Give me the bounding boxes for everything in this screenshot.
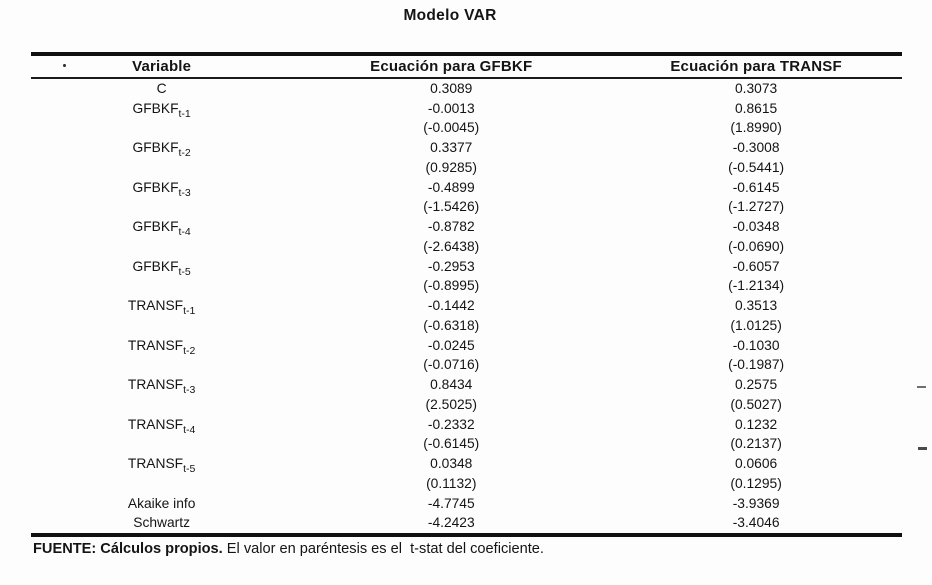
table-row (31, 435, 902, 455)
gfbkf-value-cell: (0.1132) (426, 475, 477, 491)
lag-subscript: t-2 (178, 146, 191, 159)
transf-value-cell: (-0.1987) (728, 357, 785, 373)
table-row (31, 158, 902, 178)
gfbkf-value-cell: -0.4899 (427, 179, 475, 195)
gfbkf-value-cell: -0.2332 (427, 416, 475, 432)
table-row (31, 277, 902, 297)
table-row (31, 356, 902, 376)
gfbkf-value-cell: (-2.6438) (423, 238, 480, 254)
lag-subscript: t-1 (183, 304, 196, 317)
variable-cell (31, 158, 292, 178)
scan-artifact-dot (63, 64, 66, 67)
gfbkf-value-cell: (-0.8995) (423, 278, 480, 294)
gfbkf-value-cell: -0.0245 (427, 337, 475, 353)
page-title: Modelo VAR (403, 7, 497, 24)
transf-value-cell: -3.4046 (732, 515, 780, 531)
col-header-gfbkf-equation: Ecuación para GFBKF (292, 54, 610, 78)
gfbkf-value-cell: -0.2953 (427, 258, 475, 274)
transf-value-cell: 0.3513 (735, 298, 778, 314)
variable-cell: $GFBKF_{t-2}$ (132, 140, 191, 159)
variable-cell (31, 119, 292, 139)
transf-value-cell: -0.6057 (732, 258, 780, 274)
gfbkf-value-cell: (-1.5426) (423, 199, 480, 215)
variable-cell: $GFBKF_{t-4}$ (132, 219, 191, 238)
variable-cell: C (156, 80, 167, 96)
table-row (31, 237, 902, 257)
lag-subscript: t-5 (178, 265, 191, 278)
transf-value-cell: (-1.2727) (728, 199, 785, 215)
col-header-transf-equation: Ecuación para TRANSF (610, 54, 902, 78)
gfbkf-value-cell: -4.2423 (427, 515, 475, 531)
table-row (31, 257, 902, 277)
lag-subscript: t-4 (183, 423, 196, 436)
transf-value-cell: (-0.5441) (728, 159, 785, 175)
transf-value-cell: 0.0606 (735, 456, 778, 472)
variable-cell: Akaike info (127, 495, 196, 511)
gfbkf-value-cell: -0.8782 (427, 219, 475, 235)
variable-cell: Schwartz (133, 515, 191, 531)
table-row (31, 178, 902, 198)
gfbkf-value-cell: 0.8434 (430, 377, 473, 393)
variable-cell (31, 395, 292, 415)
scan-artifact-dash-1 (917, 386, 926, 388)
variable-cell: $TRANSF_{t-2}$ (127, 337, 196, 357)
col-header-variable: Variable (31, 54, 292, 78)
transf-value-cell: 0.8615 (735, 100, 778, 116)
transf-value-cell: 0.3073 (735, 80, 778, 96)
lag-subscript: t-3 (178, 186, 191, 199)
variable-cell (31, 474, 292, 494)
gfbkf-value-cell: (0.9285) (425, 159, 477, 175)
gfbkf-value-cell: (-0.0045) (423, 120, 480, 136)
gfbkf-value-cell: 0.0348 (430, 456, 473, 472)
transf-value-cell: -0.6145 (732, 179, 780, 195)
transf-value-cell: 0.2575 (735, 377, 778, 393)
table-body (31, 78, 902, 535)
source-note-text: El valor en paréntesis es el t-stat del coeficiente. (222, 541, 544, 557)
transf-value-cell: -0.1030 (732, 337, 780, 353)
table-row (31, 454, 902, 474)
table-row (31, 514, 902, 536)
transf-value-cell: (1.8990) (730, 120, 782, 136)
variable-cell: $TRANSF_{t-1}$ (127, 298, 196, 317)
table-row (31, 119, 902, 139)
transf-value-cell: (-1.2134) (728, 278, 785, 294)
lag-subscript: t-3 (183, 383, 196, 396)
transf-value-cell: -0.3008 (732, 140, 780, 156)
lag-subscript: t-5 (183, 462, 196, 475)
gfbkf-value-cell: -0.1442 (427, 298, 475, 314)
table-row (31, 474, 902, 494)
table-row (31, 415, 902, 435)
transf-value-cell: -0.0348 (732, 219, 780, 235)
variable-cell: $TRANSF_{t-3}$ (127, 377, 196, 396)
variable-cell: $GFBKF_{t-3}$ (132, 179, 191, 199)
variable-cell (31, 198, 292, 218)
lag-subscript: t-2 (183, 344, 196, 357)
table-row (31, 395, 902, 415)
gfbkf-value-cell: 0.3377 (430, 140, 473, 156)
table-row (31, 336, 902, 356)
table-row (31, 138, 902, 158)
table-row (31, 494, 902, 514)
variable-cell: $GFBKF_{t-1}$ (132, 100, 191, 120)
variable-cell: $GFBKF_{t-5}$ (132, 258, 191, 278)
gfbkf-value-cell: (-0.6145) (423, 436, 480, 452)
header-row (31, 54, 902, 78)
transf-value-cell: (-0.0690) (728, 238, 785, 254)
table-row (31, 99, 902, 119)
gfbkf-value-cell: (2.5025) (425, 396, 477, 412)
table-row (31, 217, 902, 237)
gfbkf-value-cell: -4.7745 (427, 495, 475, 511)
lag-subscript: t-1 (178, 107, 191, 120)
variable-cell (31, 316, 292, 336)
results-table (31, 52, 902, 537)
gfbkf-value-cell: 0.3089 (430, 80, 473, 96)
gfbkf-value-cell: (-0.6318) (423, 317, 480, 333)
transf-value-cell: -3.9369 (732, 495, 780, 511)
var-model-table (31, 52, 902, 537)
transf-value-cell: (0.5027) (730, 396, 782, 412)
transf-value-cell: (0.1295) (730, 475, 782, 491)
variable-cell: $TRANSF_{t-5}$ (127, 456, 196, 475)
transf-value-cell: (1.0125) (730, 317, 782, 333)
gfbkf-value-cell: -0.0013 (427, 100, 475, 116)
source-note (33, 541, 544, 557)
variable-cell (31, 237, 292, 257)
source-note-label: FUENTE: Cálculos propios. (33, 541, 223, 557)
transf-value-cell: 0.1232 (735, 416, 778, 432)
variable-cell (31, 435, 292, 455)
variable-cell (31, 277, 292, 297)
table-row (31, 375, 902, 395)
lag-subscript: t-4 (178, 225, 191, 238)
table-row (31, 296, 902, 316)
table-row (31, 316, 902, 336)
table-row (31, 78, 902, 99)
gfbkf-value-cell: (-0.0716) (423, 357, 480, 373)
table-row (31, 198, 902, 218)
transf-value-cell: (0.2137) (730, 436, 782, 452)
scan-artifact-dash-2 (918, 447, 927, 450)
variable-cell: $TRANSF_{t-4}$ (127, 416, 196, 436)
variable-cell (31, 356, 292, 376)
